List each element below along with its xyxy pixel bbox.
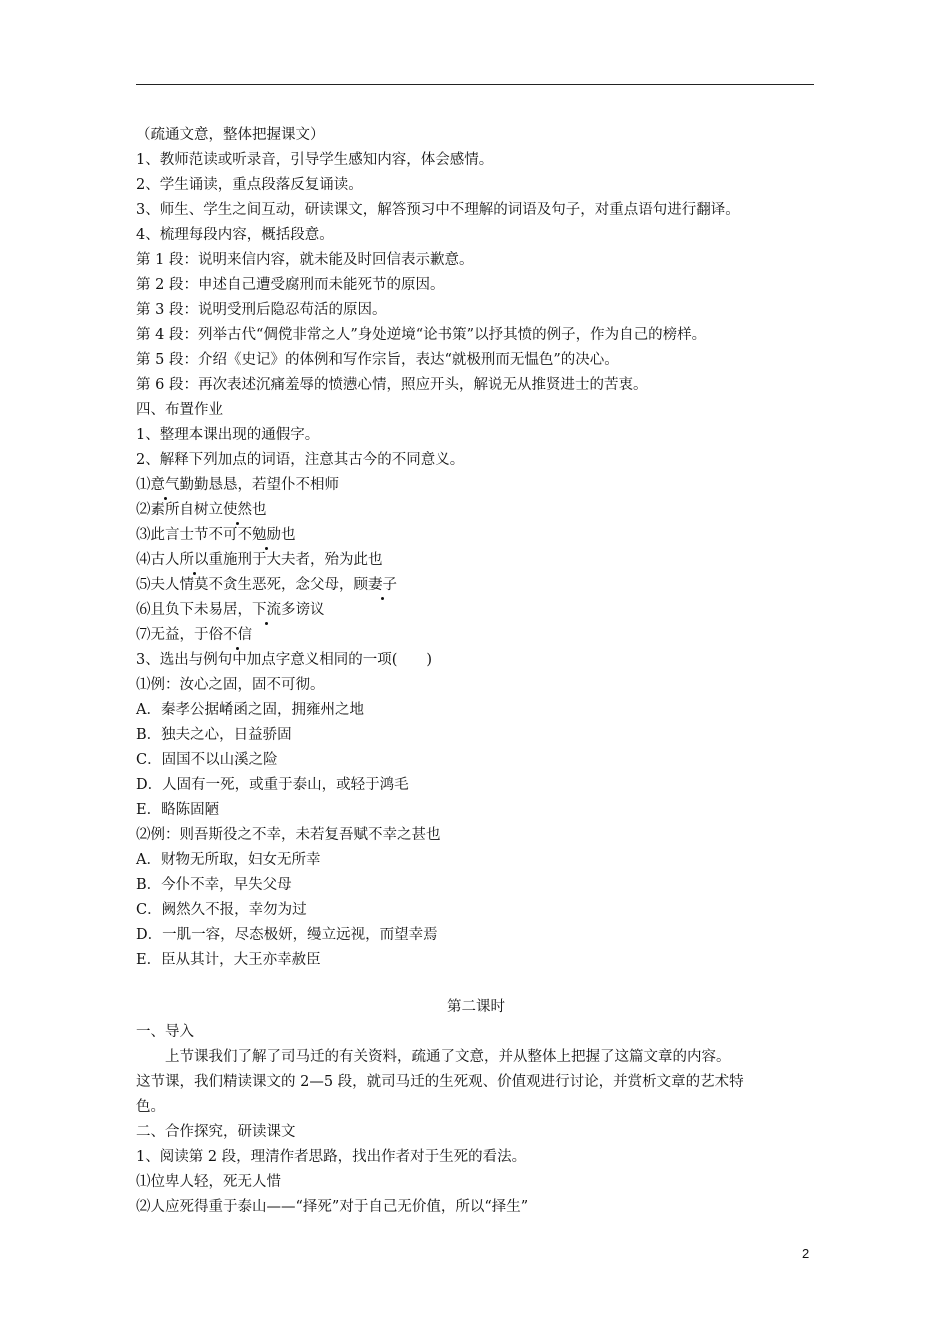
homework-item: 1、整理本课出现的通假字。 [136,427,320,443]
paragraph-summary: 第 2 段：申述自己遭受腐刑而未能死节的原因。 [136,277,445,293]
paragraph-line: 这节课，我们精读课文的 2—5 段，就司马迁的生死观、价值观进行讨论，并赏析文章的艺术特 [136,1074,744,1090]
text-line: 2、学生诵读，重点段落反复诵读。 [136,177,363,193]
dotted-word: 下流 [252,598,281,623]
question-option: B．今仆不幸，早失父母 [136,877,292,893]
lesson-title: 第二课时 [447,999,505,1015]
spacer [136,973,816,995]
paragraph-summary: 第 3 段：说明受刑后隐忍苟活的原因。 [136,302,387,318]
dotted-word: 使然 [223,498,252,523]
question-option: A．财物无所取，妇女无所幸 [136,852,321,868]
question-option: B．独夫之心，日益骄固 [136,727,292,743]
dotted-word: 意气 [151,473,180,498]
question-option: E．略陈固陋 [136,802,220,818]
vocab-item [136,498,816,523]
text-line: 1、教师范读或听录音，引导学生感知内容，体会感情。 [136,152,494,168]
page-number: 2 [802,1246,810,1261]
vocab-text: 多谤议 [281,602,325,618]
vocab-text: ⑸夫人情莫不贪生恶死，念父母，顾 [136,577,368,593]
dotted-word: 勉励 [252,523,281,548]
question-option: D．一肌一容，尽态极妍，缦立远视，而望幸焉 [136,927,438,943]
vocab-text: 也 [252,502,267,518]
dotted-word: 妻子 [368,573,397,598]
question-option: E．臣从其计，大王亦幸赦臣 [136,952,321,968]
vocab-text: ⑺无益，于俗 [136,627,223,643]
text-line: 4、梳理每段内容，概括段意。 [136,227,334,243]
text-line: ⑴位卑人轻，死无人惜 [136,1174,281,1190]
page-body [136,123,816,1220]
homework-item: 2、解释下列加点的词语，注意其古今的不同意义。 [136,452,465,468]
vocab-text: 勤勤恳恳，若望仆不相师 [179,477,339,493]
text-line: 3、师生、学生之间互动，研读课文，解答预习中不理解的词语及句子，对重点语句进行翻译。 [136,202,740,218]
paragraph-summary: 第 6 段：再次表述沉痛羞辱的愤懑心情，照应开头，解说无从推贤进士的苦衷。 [136,377,648,393]
text-line: 1、阅读第 2 段，理清作者思路，找出作者对于生死的看法。 [136,1149,527,1165]
vocab-text: ⑹且负下未易居， [136,602,252,618]
dotted-word: 所以 [180,548,209,573]
vocab-item [136,573,816,598]
vocab-item [136,623,816,648]
section-heading: （疏通文意，整体把握课文） [136,127,325,143]
vocab-item [136,473,816,498]
vocab-text: 也 [281,527,296,543]
vocab-text: ⑶此言士节不可不 [136,527,252,543]
question-example: ⑵例：则吾斯役之不幸，未若复吾赋不幸之甚也 [136,827,441,843]
question-option: A．秦孝公据崤函之固，拥雍州之地 [136,702,364,718]
question-option: C．阙然久不报，幸勿为过 [136,902,307,918]
vocab-item [136,523,816,548]
question-option: D．人固有一死，或重于泰山，或轻于鸿毛 [136,777,409,793]
homework-heading: 四、布置作业 [136,402,223,418]
vocab-item [136,598,816,623]
paragraph-summary: 第 4 段：列举古代“倜傥非常之人”身处逆境“论书策”以抒其愤的例子，作为自己的榜样。 [136,327,707,343]
homework-item: 3、选出与例句中加点字意义相同的一项( ) [136,652,433,668]
paragraph-summary: 第 5 段：介绍《史记》的体例和写作宗旨，表达“就极刑而无愠色”的决心。 [136,352,619,368]
text-line: ⑵人应死得重于泰山——“择死”对于自己无价值，所以“择生” [136,1199,529,1215]
section-heading: 一、导入 [136,1024,194,1040]
vocab-text: 重施刑于大夫者，殆为此也 [208,552,383,568]
header-rule [136,84,814,85]
vocab-text: ⑴ [136,477,151,493]
vocab-text: ⑵素所自树立 [136,502,223,518]
question-option: C．固国不以山溪之险 [136,752,278,768]
vocab-text: ⑷古人 [136,552,180,568]
paragraph-summary: 第 1 段：说明来信内容，就未能及时回信表示歉意。 [136,252,474,268]
question-example: ⑴例：汝心之固，固不可彻。 [136,677,325,693]
paragraph-line: 上节课我们了解了司马迁的有关资料，疏通了文意，并从整体上把握了这篇文章的内容。 [165,1049,731,1065]
section-heading: 二、合作探究，研读课文 [136,1124,296,1140]
dotted-word: 不信 [223,623,252,648]
vocab-item [136,548,816,573]
paragraph-line: 色。 [136,1099,165,1115]
